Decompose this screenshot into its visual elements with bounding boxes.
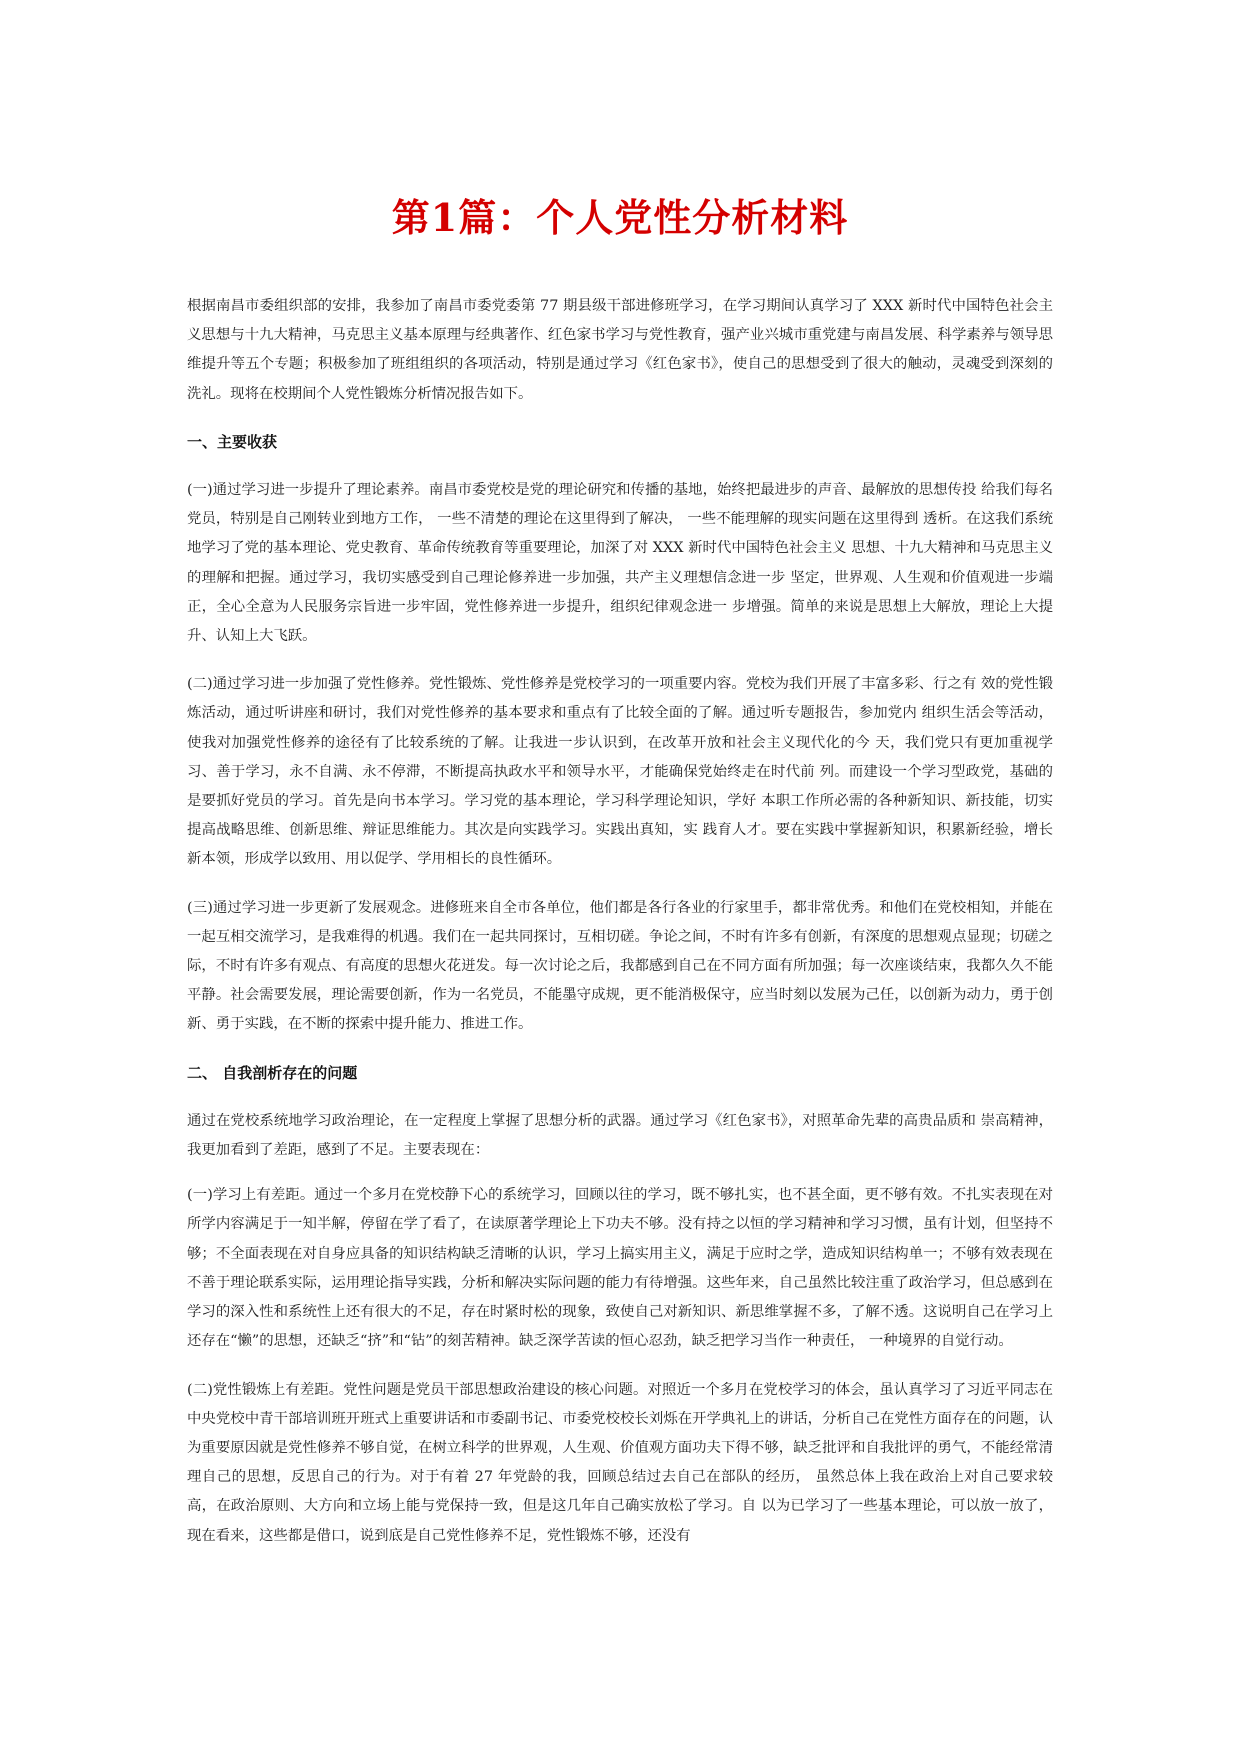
paragraph-development: (三)通过学习进一步更新了发展观念。进修班来自全市各单位，他们都是各行各业的行家里手，都非常优秀。和他们在党校相知，并能在一起互相交流学习，是我难得的机遇。我们在一起共同探讨，互相切磋。争论之间，不时有许多有创新，有深度的思想观点显现；切磋之际，不时有许多有观点、有高度的思想火花迸发。每一次讨论之后，我都感到自己在不同方面有所加强；每一次座谈结束，我都久久不能平静。社会需要发展，理论需要创新，作为一名党员，不能墨守成规，更不能消极保守，应当时刻以发展为己任，以创新为动力，勇于创新、勇于实践，在不断的探索中提升能力、推进工作。	[187, 899, 1053, 1033]
paragraph-party-spirit: (二)通过学习进一步加强了党性修养。党性锻炼、党性修养是党校学习的一项重要内容。党校为我们开展了丰富多彩、行之有 效的党性锻炼活动，通过听讲座和研讨，我们对党性修养的基本要求和重点有了比较全面的了解。通过听专题报告，参加党内 组织生活会等活动，使我对加强党性修养的途径有了比较系统的了解。让我进一步认识到，在改革开放和社会主义现代化的今 天，我们党只有更加重视学习、善于学习，永不自满、永不停滞，不断提高执政水平和领导水平，才能确保党始终走在时代前 列。而建设一个学习型政党，基础的是要抓好党员的学习。首先是向书本学习。学习党的基本理论，学习科学理论知识，学好 本职工作所必需的各种新知识、新技能，切实提高战略思维、创新思维、辩证思维能力。其次是向实践学习。实践出真知，实 践育人才。要在实践中掌握新知识，积累新经验，增长新本领，形成学以致用、用以促学、学用相长的良性循环。	[187, 676, 1053, 868]
paragraph-party-spirit-gap: (二)党性锻炼上有差距。党性问题是党员干部思想政治建设的核心问题。对照近一个多月在党校学习的体会，虽认真学习了习近平同志在中央党校中青干部培训班开班式上重要讲话和市委副书记、市委党校校长刘烁在开学典礼上的讲话，分析自己在党性方面存在的问题，认为重要原因就是党性修养不够自觉，在树立科学的世界观，人生观、价值观方面功夫下得不够，缺乏批评和自我批评的勇气，不能经常清理自己的思想，反思自己的行为。对于有着 27 年党龄的我，回顾总结过去自己在部队的经历， 虽然总体上我在政治上对自己要求较高，在政治原则、大方向和立场上能与党保持一致，但是这几年自己确实放松了学习。自 以为已学习了一些基本理论，可以放一放了，现在看来，这些都是借口，说到底是自己党性修养不足，党性锻炼不够，还没有	[187, 1381, 1053, 1544]
document-body	[187, 292, 1053, 1570]
document-title: 第1篇：个人党性分析材料	[391, 195, 849, 241]
paragraph-study-gap: (一)学习上有差距。通过一个多月在党校静下心的系统学习，回顾以往的学习，既不够扎实，也不甚全面，更不够有效。不扎实表现在对所学内容满足于一知半解，停留在学了看了，在读原著学理论上下功夫不够。没有持之以恒的学习精神和学习习惯，虽有计划，但坚持不够；不全面表现在对自身应具备的知识结构缺乏清晰的认识，学习上搞实用主义，满足于应时之学，造成知识结构单一；不够有效表现在不善于理论联系实际，运用理论指导实践，分析和解决实际问题的能力有待增强。这些年来，自己虽然比较注重了政治学习，但总感到在学习的深入性和系统性上还有很大的不足，存在时紧时松的现象，致使自己对新知识、新思维掌握不多，了解不透。这说明自己在学习上还存在“懒”的思想，还缺乏“挤”和“钻”的刻苦精神。缺乏深学苦读的恒心忍劲，缺乏把学习当作一种责任， 一种境界的自觉行动。	[187, 1187, 1053, 1350]
section-heading-main-gains: 一、主要收获	[187, 432, 278, 451]
paragraph-problems-intro: 通过在党校系统地学习政治理论，在一定程度上掌握了思想分析的武器。通过学习《红色家书》，对照革命先辈的高贵品质和 崇高精神，我更加看到了差距，感到了不足。主要表现在：	[187, 1112, 1053, 1159]
section-heading-problems: 二、 自我剖析存在的问题	[187, 1063, 358, 1082]
intro-paragraph: 根据南昌市委组织部的安排，我参加了南昌市委党委第 77 期县级干部进修班学习，在学习期间认真学习了 XXX 新时代中国特色社会主义思想与十九大精神，马克思主义基本原理与经典著作、红色家书学习与党性教育，强产业兴城市重党建与南昌发展、科学素养与领导思维提升等五个专题；积极参加了班组组织的各项活动，特别是通过学习《红色家书》，使自己的思想受到了很大的触动，灵魂受到深刻的洗礼。现将在校期间个人党性锻炼分析情况报告如下。	[187, 298, 1053, 402]
paragraph-theory: (一)通过学习进一步提升了理论素养。南昌市委党校是党的理论研究和传播的基地，始终把最进步的声音、最解放的思想传投 给我们每名党员，特别是自己刚转业到地方工作， 一些不清楚的理论在这里得到了解决， 一些不能理解的现实问题在这里得到 透析。在这我们系统地学习了党的基本理论、党史教育、革命传统教育等重要理论，加深了对 XXX 新时代中国特色社会主义 思想、十九大精神和马克思主义的理解和把握。通过学习，我切实感受到自己理论修养进一步加强，共产主义理想信念进一步 坚定，世界观、人生观和价值观进一步端正，全心全意为人民服务宗旨进一步牢固，党性修养进一步提升，组织纪律观念进一 步增强。简单的来说是思想上大解放，理论上大提升、认知上大飞跃。	[187, 482, 1053, 645]
